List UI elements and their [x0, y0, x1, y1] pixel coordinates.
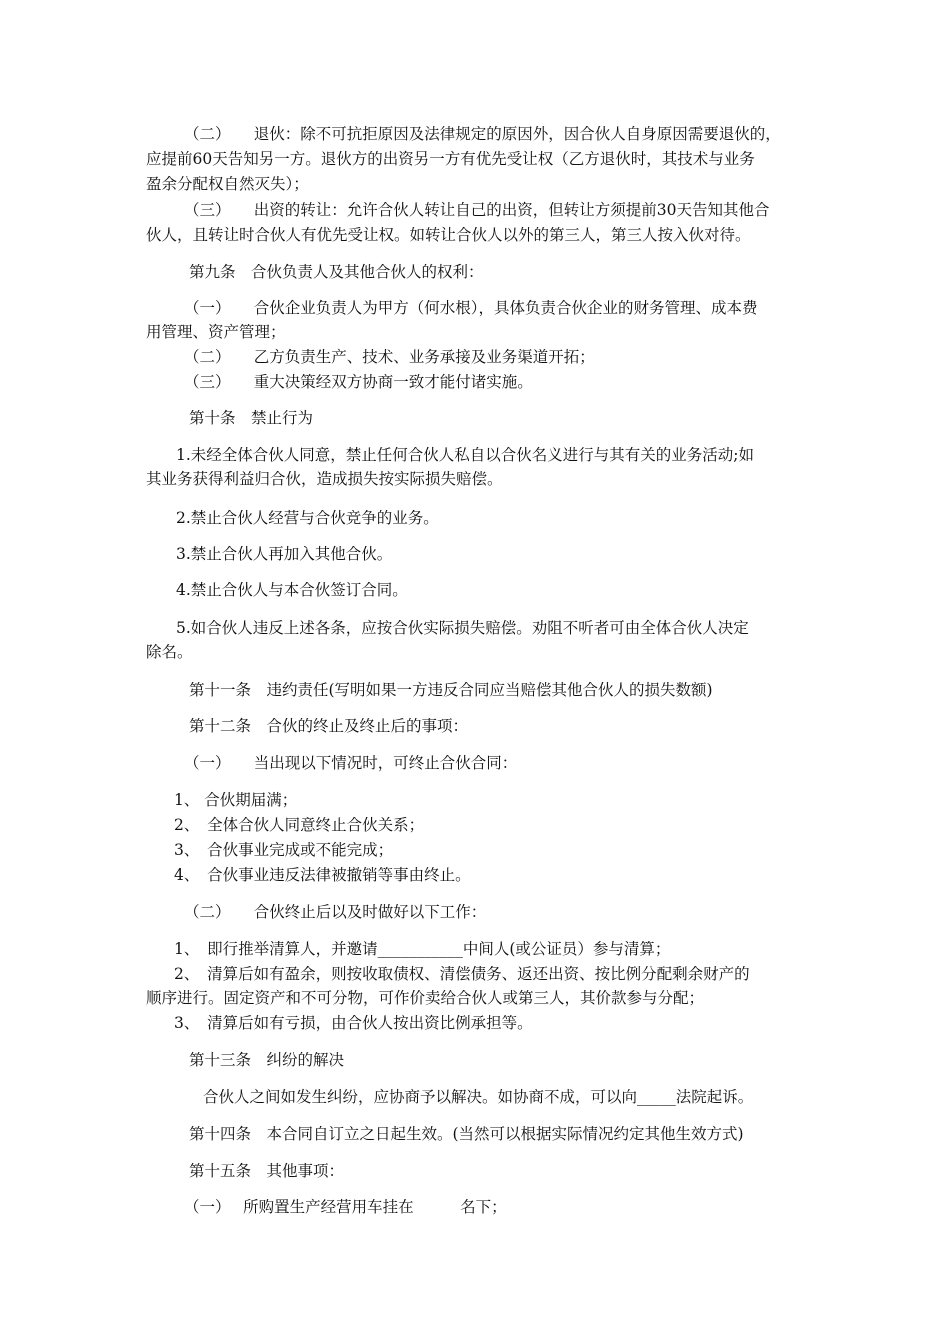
paragraph-withdrawal-line3: 盈余分配权自然灭失）； — [146, 175, 309, 193]
article-15-heading: 第十五条 其他事项： — [189, 1162, 345, 1180]
article-10-rule-5-line2: 除名。 — [146, 643, 193, 661]
article-10-rule-4: 4.禁止合伙人与本合伙签订合同。 — [176, 581, 408, 599]
paragraph-withdrawal-line1: （二） 退伙：除不可抗拒原因及法律规定的原因外，因合伙人自身原因需要退伙的， — [184, 125, 781, 143]
article-13-heading: 第十三条 纠纷的解决 — [189, 1051, 345, 1069]
article-13-body: 合伙人之间如发生纠纷，应协商予以解决。如协商不成，可以向_____法院起诉。 — [203, 1088, 754, 1106]
paragraph-transfer-line2: 伙人，且转让时合伙人有优先受让权。如转让合伙人以外的第三人，第三人按入伙对待。 — [146, 226, 751, 244]
article-9-item-1-line1: （一） 合伙企业负责人为甲方（何水根），具体负责合伙企业的财务管理、成本费 — [184, 299, 758, 317]
paragraph-withdrawal-line2: 应提前60天告知另一方。退伙方的出资另一方有优先受让权（乙方退伙时，其技术与业务 — [146, 150, 755, 168]
article-14-heading: 第十四条 本合同自订立之日起生效。(当然可以根据实际情况约定其他生效方式) — [189, 1125, 744, 1143]
article-11-heading: 第十一条 违约责任(写明如果一方违反合同应当赔偿其他合伙人的损失数额) — [189, 681, 713, 699]
article-10-rule-3: 3.禁止合伙人再加入其他合伙。 — [176, 545, 393, 563]
article-9-item-3: （三） 重大决策经双方协商一致才能付诸实施。 — [184, 373, 533, 391]
article-10-rule-5-line1: 5.如合伙人违反上述各条，应按合伙实际损失赔偿。劝阻不听者可由全体合伙人决定 — [176, 619, 749, 637]
article-9-item-1-line2: 用管理、资产管理； — [146, 323, 286, 341]
article-12-section-1-item-1: 1、 合伙期届满； — [174, 791, 298, 809]
paragraph-transfer-line1: （三） 出资的转让：允许合伙人转让自己的出资，但转让方须提前30天告知其他合 — [184, 201, 770, 219]
article-9-item-2: （二） 乙方负责生产、技术、业务承接及业务渠道开拓； — [184, 348, 595, 366]
article-10-rule-1-line2: 其业务获得利益归合伙，造成损失按实际损失赔偿。 — [146, 470, 503, 488]
article-10-rule-2: 2.禁止合伙人经营与合伙竞争的业务。 — [176, 509, 439, 527]
article-12-section-1-item-4: 4、 合伙事业违反法律被撤销等事由终止。 — [174, 866, 471, 884]
article-12-section-2-item-1: 1、 即行推举清算人，并邀请___________中间人(或公证员）参与清算； — [174, 940, 671, 958]
article-9-heading: 第九条 合伙负责人及其他合伙人的权利： — [189, 263, 484, 281]
article-12-section-2-item-3: 3、 清算后如有亏损，由合伙人按出资比例承担等。 — [174, 1014, 533, 1032]
article-10-heading: 第十条 禁止行为 — [189, 409, 314, 427]
article-12-section-2-item-2-line2: 顺序进行。固定资产和不可分物，可作价卖给合伙人或第三人，其价款参与分配； — [146, 989, 705, 1007]
article-12-heading: 第十二条 合伙的终止及终止后的事项： — [189, 717, 469, 735]
article-10-rule-1-line1: 1.未经全体合伙人同意，禁止任何合伙人私自以合伙名义进行与其有关的业务活动;如 — [176, 446, 755, 464]
article-15-item-1: （一） 所购置生产经营用车挂在 名下； — [184, 1198, 507, 1216]
article-12-section-1-item-2: 2、 全体合伙人同意终止合伙关系； — [174, 816, 425, 834]
article-12-section-2-item-2-line1: 2、 清算后如有盈余，则按收取债权、清偿债务、返还出资、按比例分配剩余财产的 — [174, 965, 750, 983]
article-12-section-2: （二） 合伙终止后以及时做好以下工作： — [184, 903, 487, 921]
article-12-section-1: （一） 当出现以下情况时，可终止合伙合同： — [184, 754, 518, 772]
article-12-section-1-item-3: 3、 合伙事业完成或不能完成； — [174, 841, 394, 859]
